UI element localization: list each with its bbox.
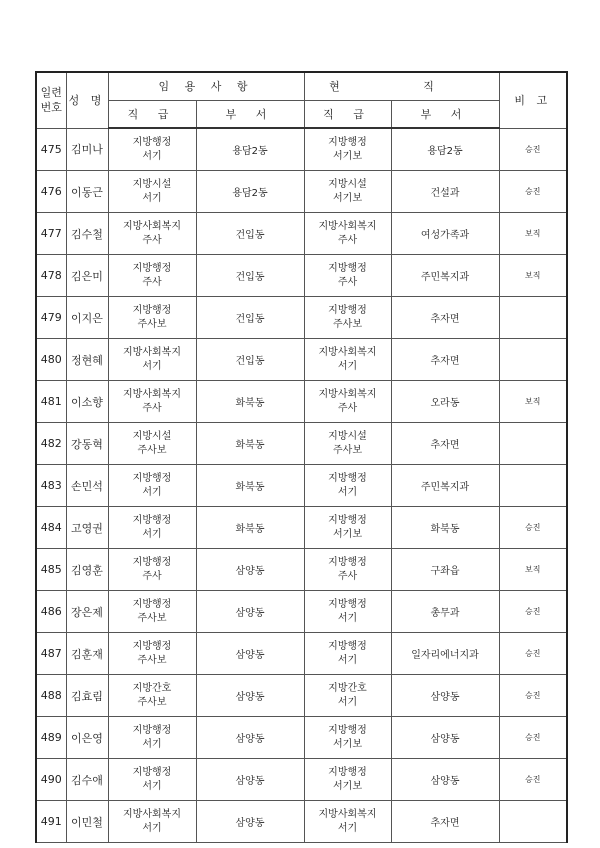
serial-number: 475: [36, 128, 66, 171]
table-row: [36, 339, 567, 381]
employee-name: 이은영: [66, 717, 108, 759]
new-department: 화북동: [196, 381, 304, 423]
new-department: 삼양동: [196, 591, 304, 633]
table-body: [36, 128, 567, 843]
note: 승진: [499, 759, 567, 801]
header-row-top: [36, 72, 567, 100]
new-department: 화북동: [196, 465, 304, 507]
serial-number: 484: [36, 507, 66, 549]
header-current-dept: 부 서: [391, 100, 499, 128]
header-name: 성 명: [66, 72, 108, 128]
current-department: 주민복지과: [391, 255, 499, 297]
new-grade: 지방간호 주사보: [108, 675, 196, 717]
table-row: [36, 717, 567, 759]
new-grade: 지방시설 서기: [108, 171, 196, 213]
current-grade: 지방행정 서기보: [304, 128, 391, 171]
current-grade: 지방행정 서기보: [304, 717, 391, 759]
new-department: 삼양동: [196, 801, 304, 843]
employee-name: 김영훈: [66, 549, 108, 591]
note: 보직: [499, 213, 567, 255]
new-department: 삼양동: [196, 633, 304, 675]
new-grade: 지방행정 서기: [108, 507, 196, 549]
table-row: [36, 465, 567, 507]
header-note: 비 고: [499, 72, 567, 128]
new-department: 건입동: [196, 213, 304, 255]
table-row: [36, 213, 567, 255]
serial-number: 480: [36, 339, 66, 381]
table-row: [36, 549, 567, 591]
employee-name: 이소향: [66, 381, 108, 423]
current-department: 구좌읍: [391, 549, 499, 591]
new-department: 화북동: [196, 423, 304, 465]
current-grade: 지방시설 서기보: [304, 171, 391, 213]
table-row: [36, 171, 567, 213]
employee-name: 손민석: [66, 465, 108, 507]
note: [499, 801, 567, 843]
table-row: [36, 759, 567, 801]
current-grade: 지방사회복지 주사: [304, 381, 391, 423]
employee-name: 김훈재: [66, 633, 108, 675]
current-department: 추자면: [391, 297, 499, 339]
new-department: 화북동: [196, 507, 304, 549]
serial-number: 481: [36, 381, 66, 423]
employee-name: 김효림: [66, 675, 108, 717]
serial-number: 476: [36, 171, 66, 213]
note: 승진: [499, 171, 567, 213]
employee-name: 이동근: [66, 171, 108, 213]
note: 승진: [499, 717, 567, 759]
new-grade: 지방행정 서기: [108, 717, 196, 759]
new-department: 건입동: [196, 297, 304, 339]
new-department: 건입동: [196, 339, 304, 381]
new-grade: 지방행정 주사보: [108, 591, 196, 633]
note: 승진: [499, 128, 567, 171]
new-grade: 지방행정 주사보: [108, 297, 196, 339]
current-department: 삼양동: [391, 759, 499, 801]
current-grade: 지방행정 주사보: [304, 297, 391, 339]
current-department: 화북동: [391, 507, 499, 549]
new-grade: 지방행정 서기: [108, 128, 196, 171]
new-grade: 지방행정 주사: [108, 549, 196, 591]
new-department: 건입동: [196, 255, 304, 297]
new-grade: 지방행정 주사보: [108, 633, 196, 675]
table-row: [36, 297, 567, 339]
note: 승진: [499, 633, 567, 675]
current-grade: 지방사회복지 주사: [304, 213, 391, 255]
new-grade: 지방행정 서기: [108, 759, 196, 801]
header-appointment-group: 임 용 사 항: [108, 72, 304, 100]
current-department: 총무과: [391, 591, 499, 633]
new-department: 삼양동: [196, 675, 304, 717]
note: 보직: [499, 381, 567, 423]
employee-name: 김수애: [66, 759, 108, 801]
current-department: 주민복지과: [391, 465, 499, 507]
current-department: 오라동: [391, 381, 499, 423]
serial-number: 482: [36, 423, 66, 465]
current-grade: 지방행정 서기: [304, 591, 391, 633]
serial-number: 478: [36, 255, 66, 297]
serial-number: 491: [36, 801, 66, 843]
current-department: 용담2동: [391, 128, 499, 171]
table-row: [36, 381, 567, 423]
serial-number: 488: [36, 675, 66, 717]
serial-number: 485: [36, 549, 66, 591]
note: 보직: [499, 549, 567, 591]
new-grade: 지방사회복지 주사: [108, 213, 196, 255]
header-current-grade: 직 급: [304, 100, 391, 128]
new-grade: 지방사회복지 서기: [108, 801, 196, 843]
table-row: [36, 675, 567, 717]
table-row: [36, 801, 567, 843]
employee-name: 김수철: [66, 213, 108, 255]
new-grade: 지방사회복지 주사: [108, 381, 196, 423]
table-row: [36, 633, 567, 675]
serial-number: 489: [36, 717, 66, 759]
note: 보직: [499, 255, 567, 297]
header-current-group: 현 직: [304, 72, 499, 100]
current-grade: 지방사회복지 서기: [304, 339, 391, 381]
header-new-dept: 부 서: [196, 100, 304, 128]
serial-number: 490: [36, 759, 66, 801]
current-department: 삼양동: [391, 675, 499, 717]
current-grade: 지방행정 주사: [304, 549, 391, 591]
new-department: 용담2동: [196, 128, 304, 171]
employee-name: 이지은: [66, 297, 108, 339]
employee-name: 김은미: [66, 255, 108, 297]
new-grade: 지방사회복지 서기: [108, 339, 196, 381]
serial-number: 487: [36, 633, 66, 675]
current-department: 추자면: [391, 423, 499, 465]
current-grade: 지방간호 서기: [304, 675, 391, 717]
employee-name: 고영권: [66, 507, 108, 549]
new-department: 용담2동: [196, 171, 304, 213]
note: [499, 297, 567, 339]
note: 승진: [499, 591, 567, 633]
table-row: [36, 128, 567, 171]
current-grade: 지방행정 서기보: [304, 759, 391, 801]
employee-name: 김미나: [66, 128, 108, 171]
current-department: 삼양동: [391, 717, 499, 759]
current-grade: 지방행정 서기보: [304, 507, 391, 549]
employee-name: 정현혜: [66, 339, 108, 381]
new-department: 삼양동: [196, 717, 304, 759]
employee-name: 이민철: [66, 801, 108, 843]
serial-number: 479: [36, 297, 66, 339]
table-row: [36, 591, 567, 633]
serial-number: 483: [36, 465, 66, 507]
note: 승진: [499, 507, 567, 549]
note: [499, 339, 567, 381]
table-row: [36, 255, 567, 297]
header-new-grade: 직 급: [108, 100, 196, 128]
current-grade: 지방행정 주사: [304, 255, 391, 297]
current-grade: 지방시설 주사보: [304, 423, 391, 465]
serial-number: 477: [36, 213, 66, 255]
new-grade: 지방행정 주사: [108, 255, 196, 297]
table-row: [36, 423, 567, 465]
current-department: 일자리에너지과: [391, 633, 499, 675]
header-serial-number: 일련 번호: [36, 72, 66, 128]
current-department: 여성가족과: [391, 213, 499, 255]
current-grade: 지방행정 서기: [304, 633, 391, 675]
new-department: 삼양동: [196, 549, 304, 591]
current-grade: 지방행정 서기: [304, 465, 391, 507]
current-department: 추자면: [391, 801, 499, 843]
header-row-sub: [36, 100, 567, 128]
current-department: 건설과: [391, 171, 499, 213]
personnel-table: [35, 71, 568, 843]
employee-name: 장은제: [66, 591, 108, 633]
new-grade: 지방행정 서기: [108, 465, 196, 507]
serial-number: 486: [36, 591, 66, 633]
new-department: 삼양동: [196, 759, 304, 801]
note: 승진: [499, 675, 567, 717]
note: [499, 423, 567, 465]
table-row: [36, 507, 567, 549]
employee-name: 강동혁: [66, 423, 108, 465]
new-grade: 지방시설 주사보: [108, 423, 196, 465]
note: [499, 465, 567, 507]
current-grade: 지방사회복지 서기: [304, 801, 391, 843]
current-department: 추자면: [391, 339, 499, 381]
